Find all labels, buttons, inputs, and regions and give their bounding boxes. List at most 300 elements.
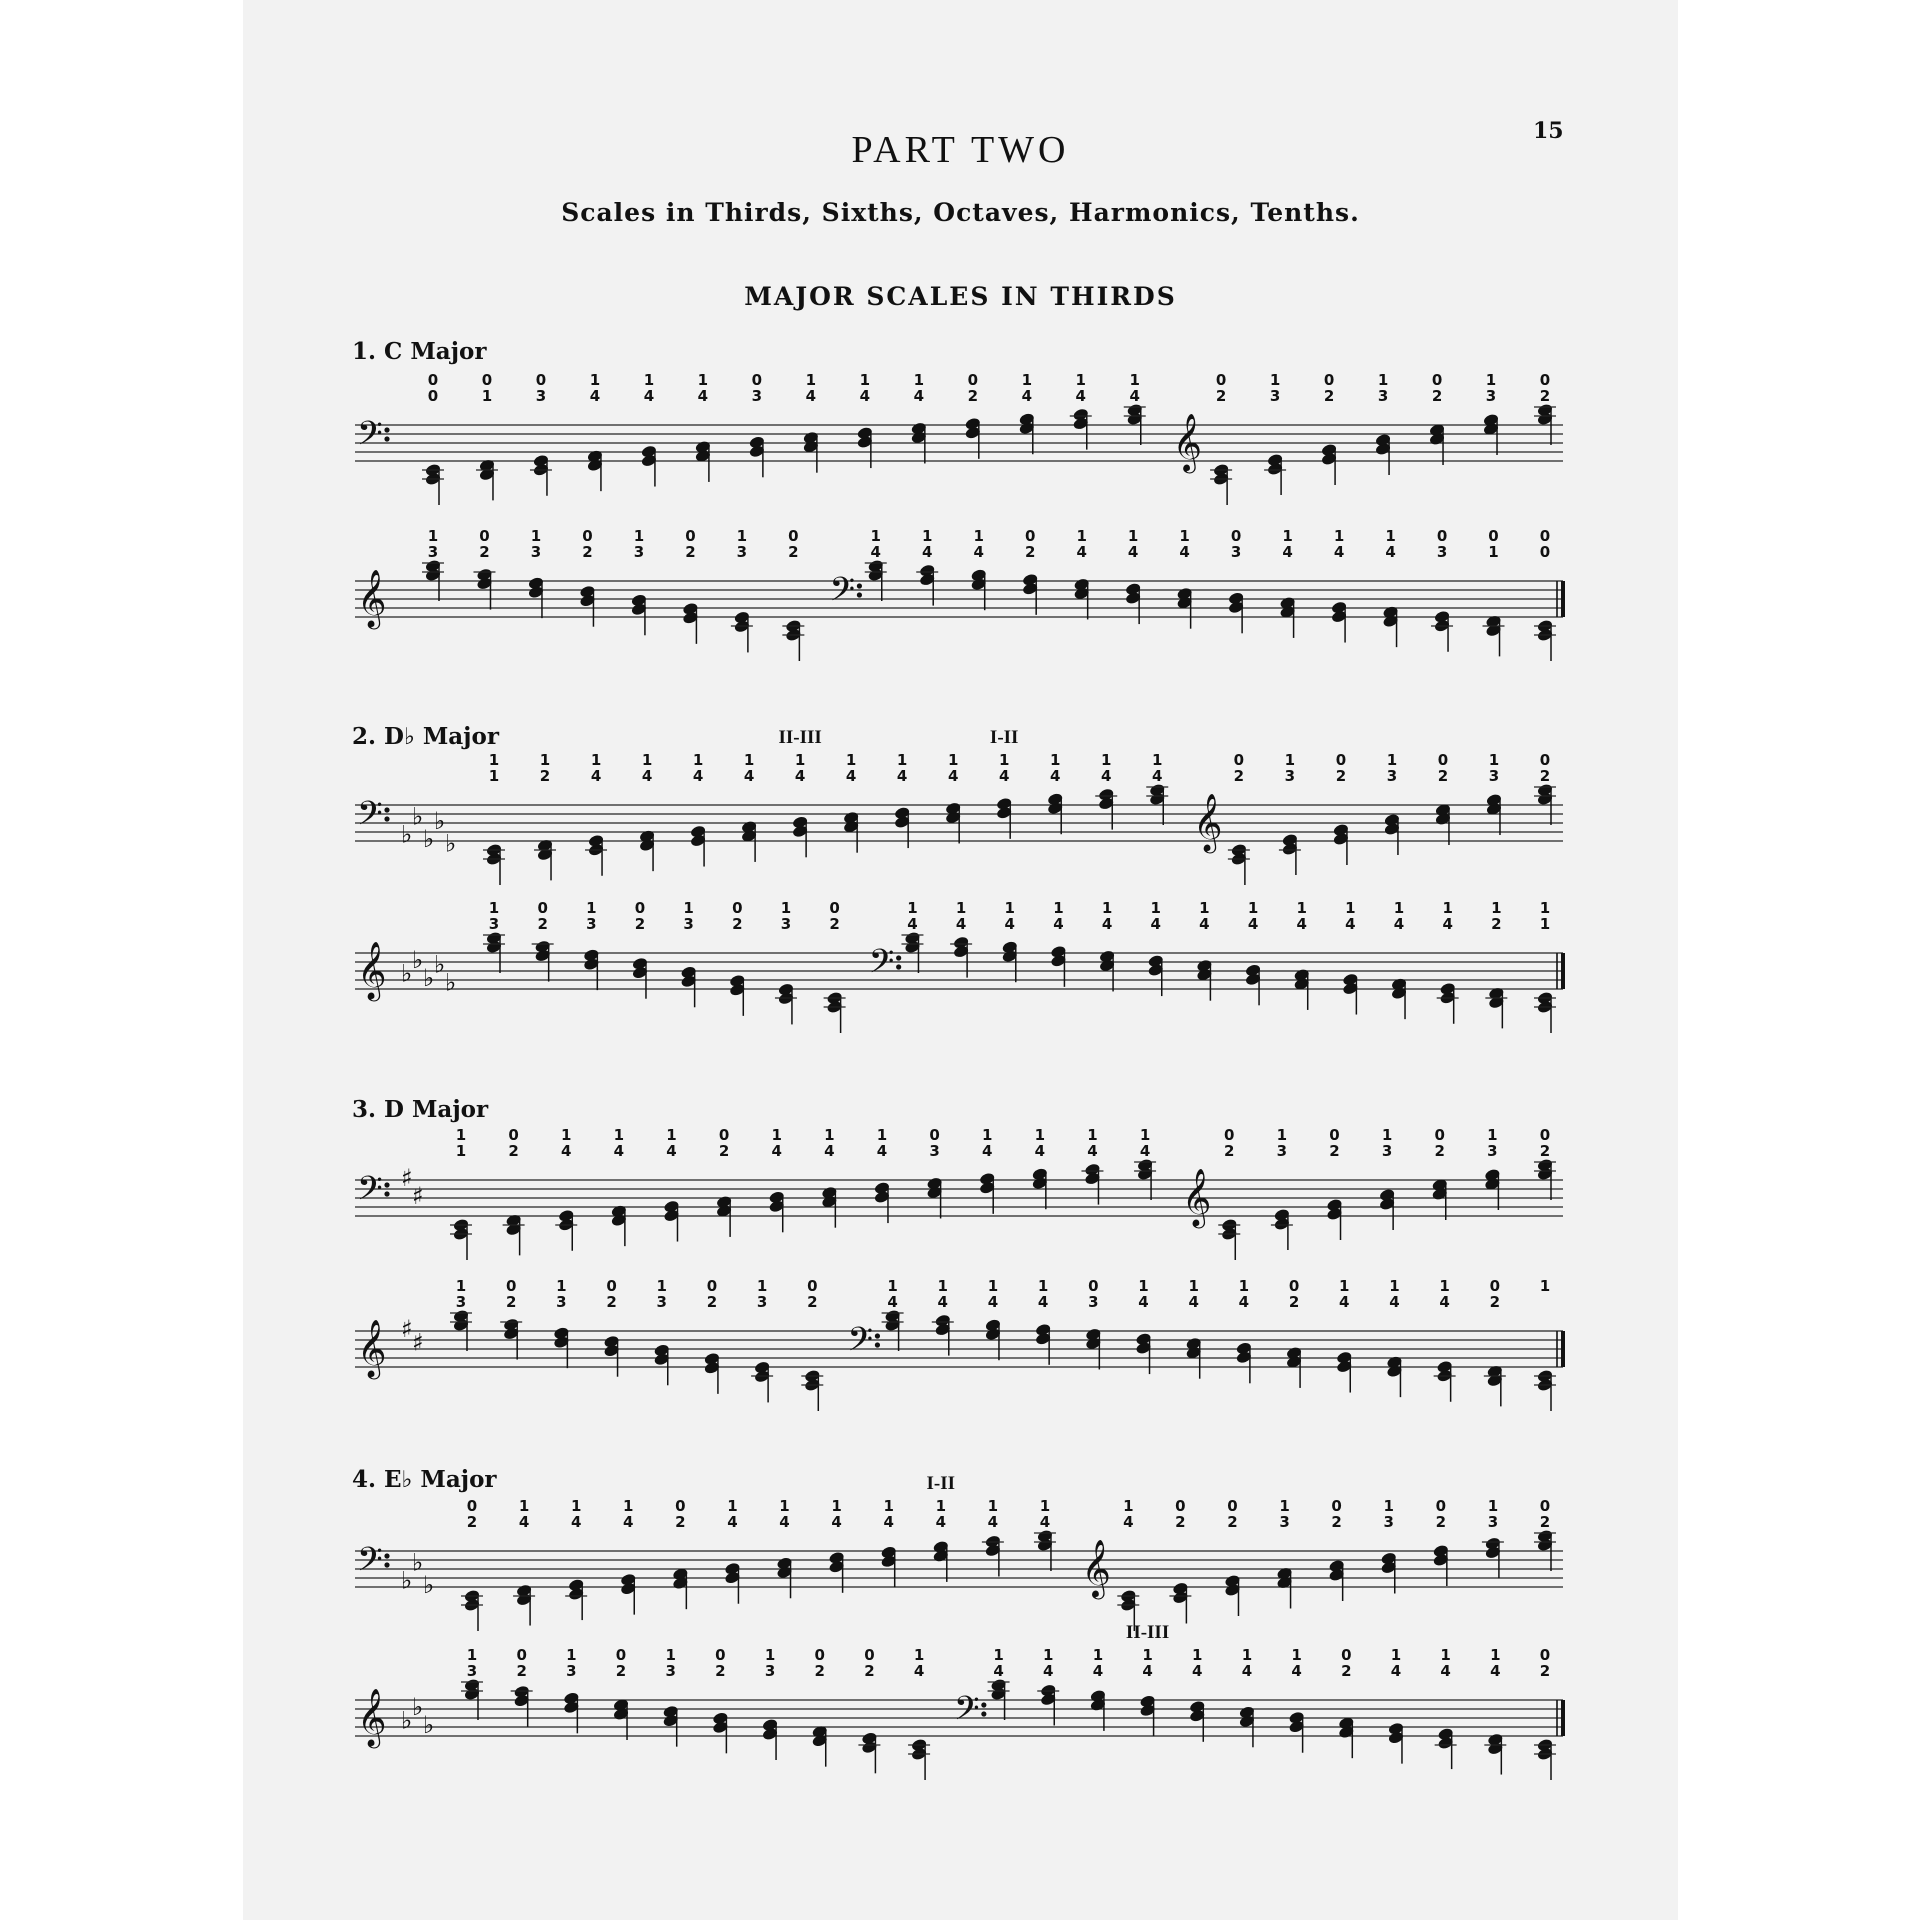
fingering-lower: 3 [1386, 767, 1398, 785]
fingering-upper: 1 [556, 1277, 567, 1295]
fingering-lower: 4 [907, 915, 918, 933]
flat-accidental-icon: ♭ [445, 968, 457, 997]
fingering-upper: 1 [455, 1277, 467, 1295]
fingering-lower: 3 [455, 1293, 467, 1311]
fingering-lower: 4 [697, 387, 709, 405]
staff-system [355, 371, 1563, 505]
fingering-lower: 4 [518, 1513, 530, 1531]
fingering-lower: 3 [1381, 1142, 1393, 1160]
fingering-upper: 0 [1329, 1126, 1340, 1144]
treble-clef-icon: 𝄞 [1181, 1168, 1212, 1226]
fingering-lower: 2 [1341, 1662, 1352, 1680]
fingering-upper: 1 [1142, 1646, 1153, 1664]
fingering-upper: 1 [1390, 1646, 1402, 1664]
fingering-lower: 3 [1436, 543, 1448, 561]
fingering-lower: 4 [1127, 543, 1139, 561]
fingering-lower: 4 [876, 1142, 888, 1160]
fingering-lower: 2 [1323, 387, 1335, 405]
bass-clef-dot-icon [384, 1562, 389, 1567]
fingering-upper: 0 [634, 899, 646, 917]
fingering-lower: 3 [566, 1662, 577, 1680]
fingering-lower: 4 [1188, 1293, 1199, 1311]
flat-accidental-icon: ♭ [401, 959, 413, 988]
fingering-lower: 4 [887, 1293, 898, 1311]
fingering-upper: 1 [1199, 899, 1210, 917]
sharp-accidental-icon: ♯ [401, 1315, 413, 1343]
fingering-upper: 1 [756, 1277, 768, 1295]
fingering-lower: 3 [1488, 767, 1500, 785]
fingering-lower: 2 [1434, 1142, 1445, 1160]
fingering-upper: 1 [913, 1646, 925, 1664]
fingering-lower: 4 [590, 767, 602, 785]
bass-clef-icon: 𝄢 [357, 415, 383, 461]
fingering-upper: 1 [1389, 1277, 1400, 1295]
sharp-accidental-icon: ♯ [401, 1164, 413, 1192]
music-score [243, 0, 1678, 1920]
fingering-lower: 2 [615, 1662, 627, 1680]
fingering-lower: 4 [1179, 543, 1190, 561]
fingering-lower: 4 [1150, 915, 1161, 933]
fingering-upper: 1 [641, 751, 653, 769]
fingering-upper: 1 [1192, 1646, 1203, 1664]
position-mark: II-III [778, 727, 822, 748]
fingering-lower: 2 [508, 1142, 519, 1160]
fingering-lower: 4 [1142, 1662, 1153, 1680]
fingering-lower: 4 [955, 915, 967, 933]
fingering-lower: 3 [656, 1293, 667, 1311]
fingering-lower: 3 [586, 915, 597, 933]
fingering-upper: 0 [427, 371, 439, 389]
fingering-lower: 4 [643, 387, 655, 405]
fingering-upper: 1 [993, 1646, 1004, 1664]
flat-accidental-icon: ♭ [423, 964, 435, 992]
fingering-upper: 1 [427, 527, 439, 545]
fingering-lower: 4 [1296, 915, 1307, 933]
fingering-lower: 4 [1241, 1662, 1253, 1680]
fingering-upper: 1 [947, 751, 959, 769]
fingering-upper: 0 [967, 371, 979, 389]
fingering-upper: 1 [590, 751, 602, 769]
fingering-lower: 1 [481, 387, 493, 405]
fingering-lower: 4 [1385, 543, 1396, 561]
flat-accidental-icon: ♭ [412, 802, 424, 831]
fingering-lower: 4 [1390, 1662, 1402, 1680]
fingering-lower: 3 [683, 915, 694, 933]
fingering-lower: 2 [807, 1293, 818, 1311]
fingering-lower: 4 [1339, 1293, 1350, 1311]
fingering-upper: 1 [1092, 1646, 1104, 1664]
fingering-upper: 1 [1053, 899, 1064, 917]
fingering-upper: 1 [987, 1497, 999, 1515]
fingering-upper: 0 [537, 899, 548, 917]
fingering-lower: 4 [947, 767, 959, 785]
fingering-upper: 1 [1385, 527, 1396, 545]
fingering-lower: 4 [692, 767, 704, 785]
fingering-lower: 2 [1335, 767, 1347, 785]
fingering-upper: 1 [805, 371, 817, 389]
fingering-upper: 0 [1436, 527, 1448, 545]
fingering-upper: 0 [1024, 527, 1036, 545]
position-mark: II-III [1125, 1622, 1170, 1643]
bass-clef-dot-icon [896, 964, 901, 969]
fingering-upper: 1 [907, 899, 918, 917]
staff-system [355, 1277, 1563, 1411]
fingering-upper: 0 [788, 527, 799, 545]
fingering-lower: 1 [455, 1142, 467, 1160]
fingering-lower: 2 [1175, 1513, 1186, 1531]
fingering-upper: 1 [1087, 1126, 1098, 1144]
fingering-upper: 1 [727, 1497, 738, 1515]
flat-accidental-icon: ♭ [434, 807, 446, 835]
fingering-lower: 3 [466, 1662, 478, 1680]
fingering-lower: 2 [675, 1513, 686, 1531]
fingering-lower: 4 [859, 387, 871, 405]
fingering-upper: 0 [582, 527, 593, 545]
fingering-lower: 4 [727, 1513, 738, 1531]
fingering-upper: 1 [1439, 1277, 1450, 1295]
bass-clef-dot-icon [384, 427, 389, 432]
fingering-upper: 1 [771, 1126, 782, 1144]
fingering-upper: 1 [488, 899, 500, 917]
fingering-lower: 4 [1192, 1662, 1203, 1680]
fingering-upper: 1 [883, 1497, 894, 1515]
fingering-upper: 1 [922, 527, 933, 545]
bass-clef-icon: 𝄢 [847, 1321, 874, 1367]
page-title: PART TWO [851, 129, 1070, 171]
fingering-upper: 1 [1049, 751, 1061, 769]
fingering-lower: 2 [1215, 387, 1227, 405]
fingering-upper: 1 [539, 751, 551, 769]
fingering-lower: 2 [479, 543, 490, 561]
fingering-lower: 4 [824, 1142, 835, 1160]
flat-accidental-icon: ♭ [412, 1548, 424, 1577]
fingering-lower: 3 [764, 1662, 776, 1680]
fingering-lower: 2 [537, 915, 548, 933]
staff-system [355, 527, 1563, 661]
bass-clef-dot-icon [384, 807, 389, 812]
fingering-upper: 1 [530, 527, 542, 545]
fingering-lower: 2 [1024, 543, 1036, 561]
flat-accidental-icon: ♭ [401, 1706, 413, 1735]
fingering-upper: 1 [589, 371, 601, 389]
fingering-lower: 3 [665, 1662, 676, 1680]
fingering-lower: 2 [1539, 387, 1551, 405]
fingering-lower: 4 [1004, 915, 1015, 933]
fingering-lower: 4 [1199, 915, 1210, 933]
fingering-upper: 1 [561, 1126, 572, 1144]
fingering-lower: 4 [561, 1142, 572, 1160]
fingering-lower: 4 [1123, 1513, 1134, 1531]
fingering-upper: 1 [1241, 1646, 1253, 1664]
fingering-lower: 2 [814, 1662, 825, 1680]
fingering-upper: 1 [1279, 1497, 1290, 1515]
fingering-lower: 2 [967, 387, 979, 405]
fingering-lower: 4 [913, 1662, 925, 1680]
fingering-lower: 4 [570, 1513, 582, 1531]
fingering-upper: 1 [1284, 751, 1296, 769]
fingering-lower: 4 [641, 767, 653, 785]
treble-clef-icon: 𝄞 [357, 569, 387, 627]
fingering-upper: 1 [1276, 1126, 1288, 1144]
fingering-upper: 1 [1238, 1277, 1250, 1295]
fingering-upper: 0 [1539, 527, 1551, 545]
fingering-lower: 4 [1101, 767, 1112, 785]
bass-clef-icon: 𝄢 [357, 1541, 383, 1587]
treble-clef-icon: 𝄞 [357, 941, 387, 999]
fingering-lower: 2 [1539, 1513, 1551, 1531]
fingering-upper: 1 [1269, 371, 1281, 389]
flat-accidental-icon: ♭ [434, 950, 446, 979]
fingering-upper: 0 [1224, 1126, 1235, 1144]
fingering-upper: 0 [1431, 371, 1443, 389]
fingering-lower: 4 [973, 543, 984, 561]
bass-clef-dot-icon [896, 955, 901, 960]
fingering-upper: 1 [955, 899, 967, 917]
fingering-lower: 3 [929, 1142, 940, 1160]
fingering-upper: 1 [1021, 371, 1033, 389]
fingering-upper: 0 [706, 1277, 718, 1295]
fingering-upper: 1 [1345, 899, 1356, 917]
fingering-upper: 1 [859, 371, 871, 389]
fingering-lower: 2 [516, 1662, 527, 1680]
fingering-upper: 1 [1487, 1497, 1499, 1515]
fingering-upper: 0 [1489, 1277, 1501, 1295]
fingering-upper: 1 [1188, 1277, 1199, 1295]
fingering-upper: 0 [718, 1126, 730, 1144]
fingering-upper: 1 [870, 527, 881, 545]
fingering-upper: 0 [732, 899, 743, 917]
treble-clef-icon: 𝄞 [357, 1688, 387, 1746]
fingering-lower: 3 [1487, 1513, 1499, 1531]
fingering-lower: 4 [981, 1142, 993, 1160]
fingering-upper: 0 [1539, 371, 1551, 389]
fingering-lower: 2 [1224, 1142, 1235, 1160]
treble-clef-icon: 𝄞 [357, 1319, 387, 1377]
flat-accidental-icon: ♭ [445, 829, 457, 858]
fingering-upper: 1 [1139, 1126, 1151, 1144]
fingering-lower: 4 [1139, 1142, 1151, 1160]
fingering-upper: 1 [1004, 899, 1015, 917]
fingering-upper: 1 [1101, 899, 1113, 917]
fingering-lower: 4 [922, 543, 933, 561]
fingering-lower: 4 [589, 387, 601, 405]
fingering-upper: 0 [1175, 1497, 1186, 1515]
sheet-page [243, 0, 1678, 1920]
fingering-upper: 1 [743, 751, 755, 769]
fingering-upper: 1 [643, 371, 655, 389]
fingering-upper: 1 [455, 1126, 467, 1144]
bass-clef-icon: 𝄢 [357, 795, 383, 841]
fingering-upper: 1 [1442, 899, 1453, 917]
fingering-upper: 0 [1230, 527, 1242, 545]
fingering-upper: 0 [864, 1646, 875, 1664]
fingering-lower: 4 [1152, 767, 1163, 785]
fingering-lower: 3 [1284, 767, 1296, 785]
fingering-lower: 2 [634, 915, 646, 933]
fingering-lower: 2 [1233, 767, 1245, 785]
bass-clef-dot-icon [384, 1191, 389, 1196]
fingering-upper: 0 [1335, 751, 1347, 769]
fingering-lower: 4 [743, 767, 755, 785]
fingering-lower: 2 [864, 1662, 875, 1680]
fingering-lower: 3 [1088, 1293, 1099, 1311]
bass-clef-dot-icon [981, 1711, 986, 1716]
fingering-lower: 2 [1539, 1662, 1551, 1680]
fingering-upper: 1 [1152, 751, 1163, 769]
staff-system [355, 727, 1563, 885]
fingering-upper: 1 [887, 1277, 898, 1295]
fingering-lower: 4 [1092, 1662, 1104, 1680]
fingering-upper: 1 [623, 1497, 634, 1515]
fingering-upper: 0 [615, 1646, 627, 1664]
fingering-upper: 0 [829, 899, 840, 917]
fingering-upper: 0 [1539, 751, 1551, 769]
fingering-lower: 3 [1487, 1142, 1498, 1160]
staff-system [355, 1622, 1563, 1780]
fingering-upper: 1 [1491, 899, 1502, 917]
fingering-upper: 0 [715, 1646, 726, 1664]
fingering-upper: 1 [1377, 371, 1389, 389]
fingering-upper: 1 [1282, 527, 1293, 545]
fingering-upper: 0 [516, 1646, 527, 1664]
fingering-lower: 4 [1389, 1293, 1400, 1311]
fingering-upper: 0 [1233, 751, 1245, 769]
flat-accidental-icon: ♭ [423, 1711, 435, 1739]
fingering-lower: 4 [1393, 915, 1405, 933]
fingering-upper: 0 [814, 1646, 825, 1664]
fingering-lower: 3 [1230, 543, 1242, 561]
bass-clef-dot-icon [875, 1342, 880, 1347]
fingering-upper: 0 [466, 1497, 478, 1515]
fingering-lower: 3 [1279, 1513, 1290, 1531]
fingering-upper: 0 [685, 527, 696, 545]
fingering-upper: 0 [1435, 1497, 1447, 1515]
sharp-accidental-icon: ♯ [412, 1328, 424, 1357]
fingering-upper: 1 [683, 899, 694, 917]
fingering-lower: 4 [613, 1142, 625, 1160]
fingering-upper: 1 [1333, 527, 1345, 545]
fingering-lower: 2 [718, 1142, 730, 1160]
bass-clef-dot-icon [384, 1182, 389, 1187]
fingering-upper: 1 [736, 527, 748, 545]
fingering-lower: 2 [466, 1513, 478, 1531]
fingering-lower: 4 [1021, 387, 1033, 405]
fingering-upper: 0 [1437, 751, 1449, 769]
fingering-upper: 1 [666, 1126, 677, 1144]
fingering-upper: 0 [481, 371, 493, 389]
fingering-upper: 1 [1539, 1277, 1551, 1295]
scale-title-d-major: 3. D Major [352, 1096, 489, 1123]
fingering-lower: 3 [1485, 387, 1497, 405]
fingering-lower: 4 [1075, 387, 1086, 405]
fingering-upper: 1 [633, 527, 645, 545]
fingering-lower: 2 [732, 915, 743, 933]
fingering-lower: 2 [606, 1293, 617, 1311]
bass-clef-dot-icon [981, 1702, 986, 1707]
fingering-lower: 4 [1053, 915, 1064, 933]
fingering-upper: 1 [1129, 371, 1140, 389]
fingering-lower: 2 [706, 1293, 718, 1311]
fingering-upper: 1 [566, 1646, 577, 1664]
fingering-upper: 1 [1383, 1497, 1394, 1515]
fingering-upper: 1 [697, 371, 709, 389]
fingering-lower: 4 [1034, 1142, 1046, 1160]
fingering-lower: 4 [1282, 543, 1293, 561]
fingering-upper: 1 [937, 1277, 948, 1295]
bass-clef-icon: 𝄢 [357, 1170, 383, 1216]
fingering-lower: 0 [1539, 543, 1551, 561]
fingering-upper: 0 [1341, 1646, 1352, 1664]
fingering-lower: 4 [1129, 387, 1140, 405]
fingering-lower: 4 [1138, 1293, 1149, 1311]
fingering-upper: 1 [896, 751, 908, 769]
treble-clef-icon: 𝄞 [1192, 793, 1223, 851]
fingering-upper: 1 [913, 371, 925, 389]
fingering-upper: 1 [1037, 1277, 1049, 1295]
fingering-lower: 2 [1491, 915, 1502, 933]
fingering-upper: 1 [1101, 751, 1112, 769]
fingering-lower: 3 [780, 915, 792, 933]
fingering-upper: 1 [1247, 899, 1259, 917]
fingering-upper: 0 [1088, 1277, 1099, 1295]
fingering-lower: 4 [831, 1513, 842, 1531]
fingering-upper: 1 [1127, 527, 1139, 545]
fingering-lower: 1 [1488, 543, 1499, 561]
scale-title-c-major: 1. C Major [352, 338, 487, 365]
fingering-lower: 4 [666, 1142, 677, 1160]
sharp-accidental-icon: ♯ [412, 1182, 424, 1210]
fingering-upper: 0 [1539, 1126, 1551, 1144]
fingering-upper: 1 [1393, 899, 1405, 917]
fingering-upper: 0 [1539, 1497, 1551, 1515]
fingering-lower: 3 [1383, 1513, 1394, 1531]
fingering-lower: 3 [1377, 387, 1389, 405]
fingering-lower: 2 [1329, 1142, 1340, 1160]
page-subtitle: Scales in Thirds, Sixths, Octaves, Harmonics, Tenths. [561, 198, 1360, 227]
fingering-upper: 0 [807, 1277, 818, 1295]
fingering-upper: 1 [613, 1126, 625, 1144]
fingering-upper: 1 [466, 1646, 478, 1664]
fingering-upper: 1 [1179, 527, 1190, 545]
fingering-upper: 1 [1150, 899, 1161, 917]
fingering-upper: 1 [488, 751, 500, 769]
fingering-upper: 0 [1488, 527, 1499, 545]
staff-system [355, 1473, 1563, 1631]
fingering-upper: 1 [692, 751, 704, 769]
staff-system [355, 899, 1563, 1033]
position-mark: I-II [926, 1473, 956, 1494]
fingering-lower: 4 [993, 1662, 1004, 1680]
fingering-lower: 2 [1437, 767, 1449, 785]
fingering-upper: 1 [518, 1497, 530, 1515]
fingering-lower: 4 [987, 1513, 999, 1531]
fingering-lower: 4 [1440, 1662, 1451, 1680]
fingering-lower: 4 [1043, 1662, 1054, 1680]
fingering-upper: 0 [535, 371, 547, 389]
flat-accidental-icon: ♭ [423, 825, 435, 853]
fingering-lower: 3 [530, 543, 542, 561]
fingering-lower: 3 [488, 915, 500, 933]
fingering-lower: 4 [998, 767, 1010, 785]
fingering-upper: 1 [1043, 1646, 1054, 1664]
fingering-lower: 2 [788, 543, 799, 561]
position-mark: I-II [989, 727, 1019, 748]
page-number: 15 [1533, 118, 1564, 144]
fingering-upper: 1 [586, 899, 597, 917]
bass-clef-icon: 𝄢 [829, 571, 856, 617]
fingering-lower: 4 [1247, 915, 1259, 933]
fingering-lower: 4 [896, 767, 908, 785]
